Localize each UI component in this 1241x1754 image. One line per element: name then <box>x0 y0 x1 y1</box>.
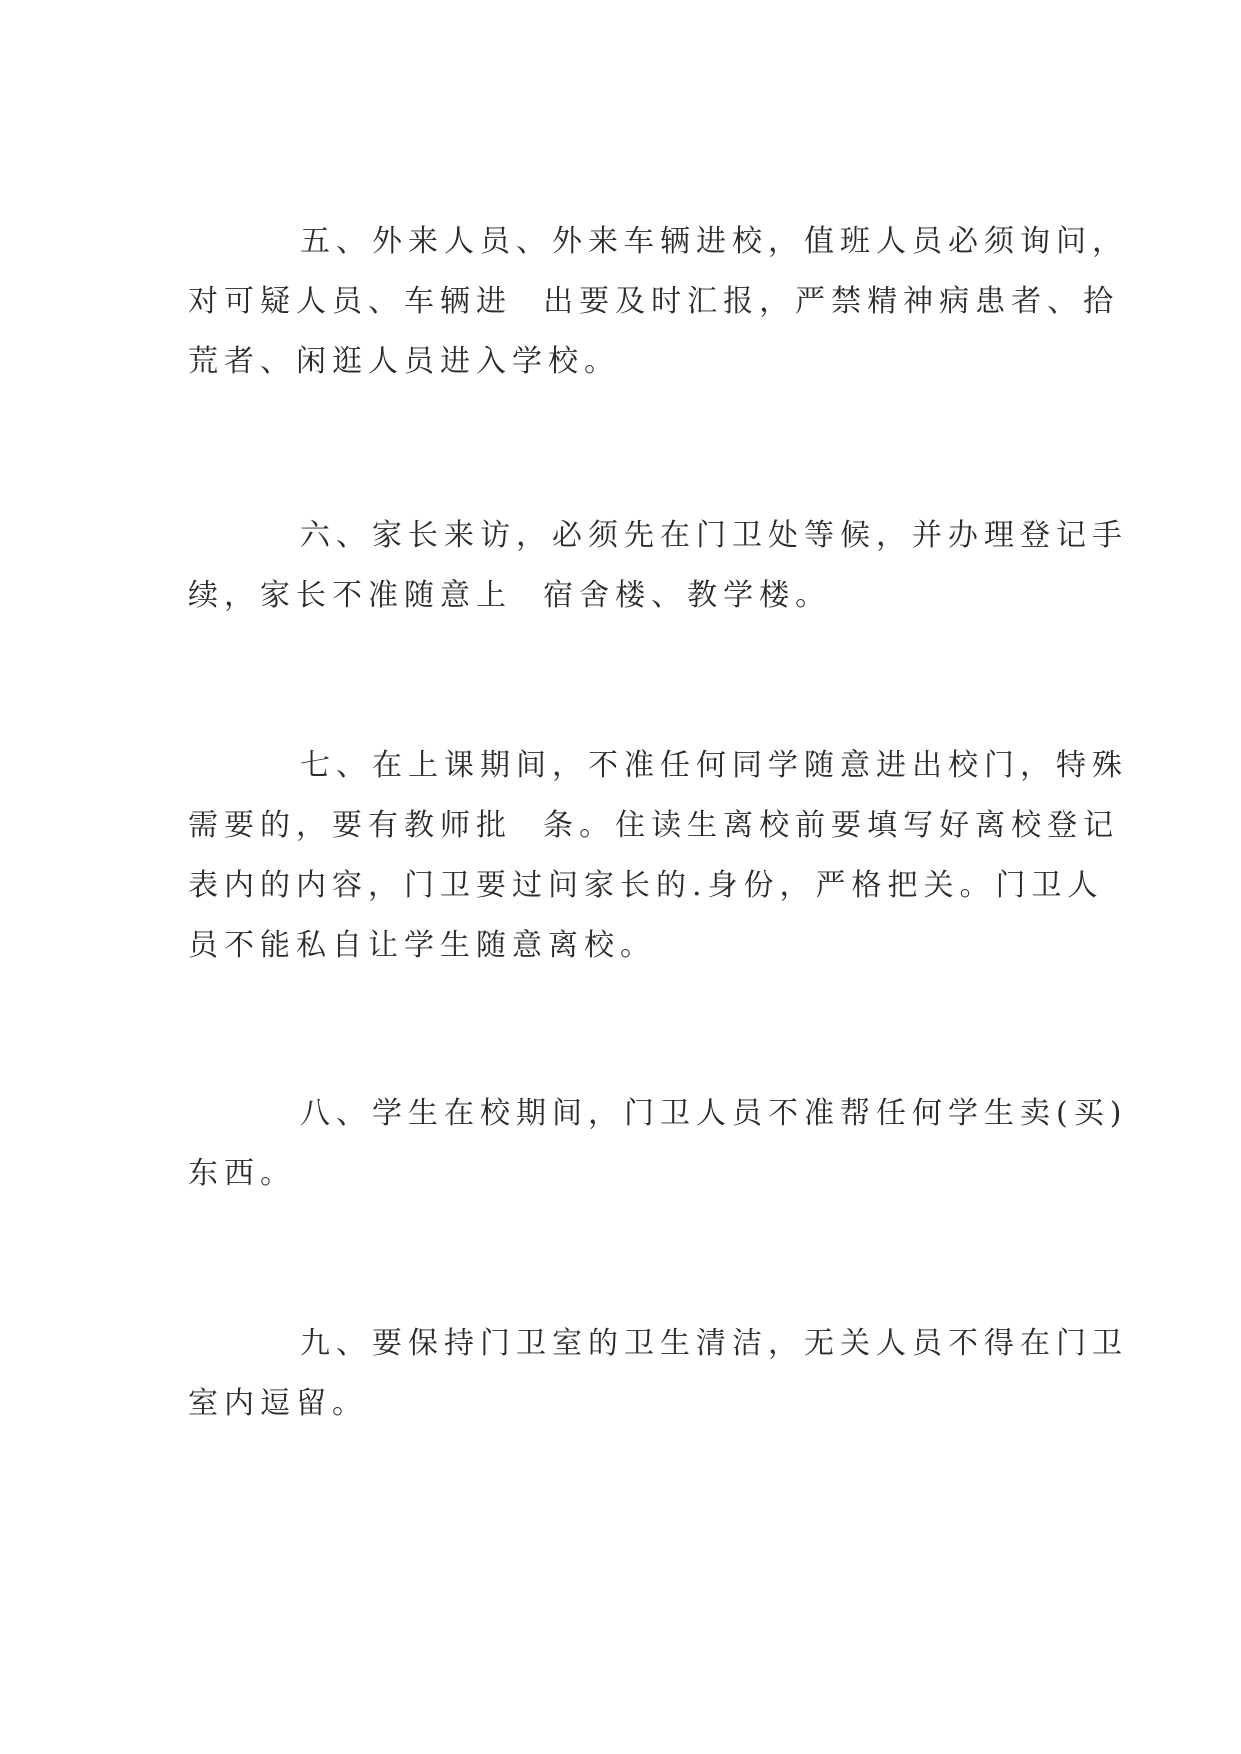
paragraph-line: 对可疑人员、车辆进 出要及时汇报，严禁精神病患者、拾 <box>188 284 1120 319</box>
paragraph-line: 六、家长来访，必须先在门卫处等候，并办理登记手 <box>300 518 1128 553</box>
paragraph-rule-8 <box>188 1084 1128 1204</box>
paragraph-line: 七、在上课期间，不准任何同学随意进出校门，特殊 <box>300 748 1128 783</box>
paragraph-line: 续，家长不准随意上 宿舍楼、教学楼。 <box>188 578 832 613</box>
paragraph-rule-5 <box>188 212 1128 392</box>
paragraph-line: 荒者、闲逛人员进入学校。 <box>188 344 620 379</box>
paragraph-line: 九、要保持门卫室的卫生清洁，无关人员不得在门卫 <box>300 1326 1128 1361</box>
paragraph-line: 室内逗留。 <box>188 1386 368 1421</box>
paragraph-line: 东西。 <box>188 1156 296 1191</box>
paragraph-rule-9 <box>188 1314 1128 1434</box>
paragraph-line: 员不能私自让学生随意离校。 <box>188 928 656 963</box>
paragraph-line: 五、外来人员、外来车辆进校，值班人员必须询问， <box>300 224 1128 259</box>
paragraph-line: 需要的，要有教师批 条。住读生离校前要填写好离校登记 <box>188 808 1120 843</box>
paragraph-rule-7 <box>188 736 1128 976</box>
paragraph-line: 表内的内容，门卫要过问家长的.身份，严格把关。门卫人 <box>188 868 1104 903</box>
paragraph-line: 八、学生在校期间，门卫人员不准帮任何学生卖(买) <box>300 1096 1128 1131</box>
paragraph-rule-6 <box>188 506 1128 626</box>
